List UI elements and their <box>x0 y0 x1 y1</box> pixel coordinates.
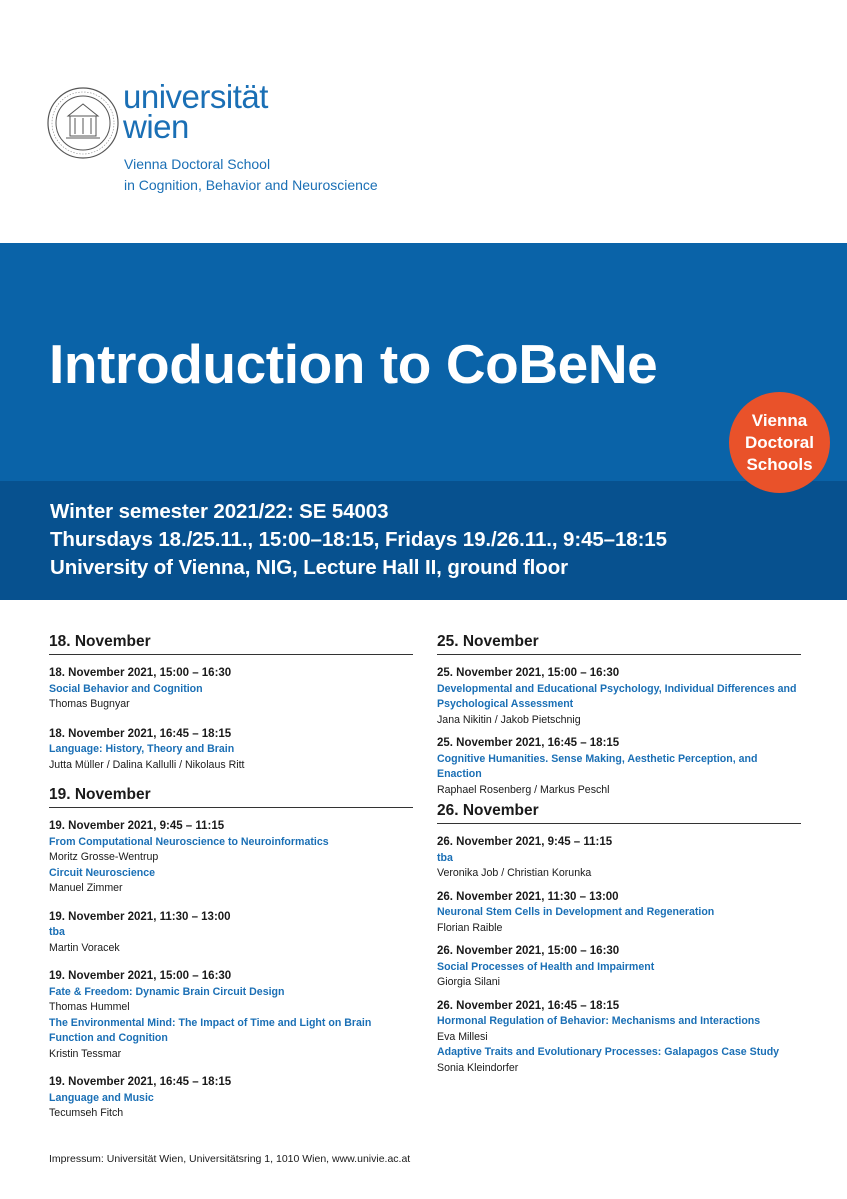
schedule-column-right <box>437 633 801 1089</box>
event-title: tba <box>437 851 453 864</box>
schedule-event <box>49 1075 413 1122</box>
info-semester: Winter semester 2021/22: SE 54003 <box>50 500 389 523</box>
event-title: Social Processes of Health and Impairment <box>437 960 655 973</box>
event-date: 19. November 2021, 15:00 – 16:30 <box>49 970 232 982</box>
event-title: Cognitive Humanities. Sense Making, Aesthetic Perception, and Enaction <box>437 752 758 780</box>
schedule-event <box>437 666 801 728</box>
info-location: University of Vienna, NIG, Lecture Hall II, ground floor <box>50 556 568 579</box>
wordmark-line2: wien <box>123 108 189 145</box>
event-title: Social Behavior and Cognition <box>49 682 203 695</box>
event-date: 26. November 2021, 9:45 – 11:15 <box>437 836 613 848</box>
event-date: 25. November 2021, 16:45 – 18:15 <box>437 737 620 749</box>
schedule-event <box>49 819 413 897</box>
event-date: 19. November 2021, 9:45 – 11:15 <box>49 820 225 832</box>
page-title: Introduction to CoBeNe <box>49 333 658 395</box>
day-heading: 19. November <box>49 786 413 808</box>
event-speaker: Giorgia Silani <box>437 976 501 988</box>
event-title: Hormonal Regulation of Behavior: Mechanisms and Interactions <box>437 1015 761 1027</box>
schedule-event <box>437 890 801 937</box>
event-date: 26. November 2021, 11:30 – 13:00 <box>437 890 619 903</box>
event-speaker: Martin Voracek <box>49 941 120 954</box>
event-title: From Computational Neuroscience to Neuroinformatics <box>49 835 329 848</box>
schedule-event <box>49 969 413 1062</box>
day-heading: 26. November <box>437 802 801 824</box>
event-speaker: Tecumseh Fitch <box>49 1107 124 1119</box>
event-speaker: Florian Raible <box>437 921 503 934</box>
event-title: Language: History, Theory and Brain <box>49 743 235 755</box>
schedule-column-left <box>49 633 413 1135</box>
info-times: Thursdays 18./25.11., 15:00–18:15, Fridays 19./26.11., 9:45–18:15 <box>50 528 667 551</box>
event-speaker: Veronika Job / Christian Korunka <box>437 867 592 879</box>
schedule-event <box>49 910 413 957</box>
event-date: 19. November 2021, 16:45 – 18:15 <box>49 1076 232 1088</box>
event-speaker: Sonia Kleindorfer <box>437 1061 519 1074</box>
event-date: 25. November 2021, 15:00 – 16:30 <box>437 667 620 679</box>
schedule-event <box>437 736 801 798</box>
event-title: Fate & Freedom: Dynamic Brain Circuit Design <box>49 985 285 998</box>
day-heading: 18. November <box>49 633 413 655</box>
badge-line2: Doctoral <box>745 432 814 452</box>
event-title: The Environmental Mind: The Impact of Time and Light on Brain Function and Cognition <box>49 1016 372 1044</box>
event-speaker: Thomas Bugnyar <box>49 698 130 710</box>
event-title: tba <box>49 926 65 938</box>
footer-impressum: Impressum: Universität Wien, Universitätsring 1, 1010 Wien, www.univie.ac.at <box>49 1153 411 1165</box>
event-speaker: Eva Millesi <box>437 1030 488 1043</box>
schedule-event <box>437 999 801 1077</box>
school-name <box>124 154 378 196</box>
university-wordmark <box>123 78 268 145</box>
event-speaker: Kristin Tessmar <box>49 1047 122 1060</box>
badge-line3: Schools <box>746 454 813 474</box>
course-info-band <box>0 481 847 600</box>
event-date: 19. November 2021, 11:30 – 13:00 <box>49 910 231 923</box>
schedule-event <box>49 666 413 713</box>
event-speaker: Jana Nikitin / Jakob Pietschnig <box>437 713 581 726</box>
schedule-event <box>437 944 801 991</box>
university-seal-logo <box>46 86 120 160</box>
school-line2: in Cognition, Behavior and Neuroscience <box>124 177 378 193</box>
vienna-doctoral-schools-badge <box>729 392 830 493</box>
event-speaker: Jutta Müller / Dalina Kallulli / Nikolaus Ritt <box>49 758 245 771</box>
wordmark-line1: universität <box>123 78 268 115</box>
school-line1: Vienna Doctoral School <box>124 156 271 172</box>
event-speaker: Thomas Hummel <box>49 1001 130 1013</box>
event-title: Neuronal Stem Cells in Development and Regeneration <box>437 906 715 918</box>
event-title: Developmental and Educational Psychology, Individual Differences and Psychological Assessment <box>437 682 797 710</box>
event-speaker: Moritz Grosse-Wentrup <box>49 851 159 863</box>
event-title: Circuit Neuroscience <box>49 866 155 879</box>
event-date: 18. November 2021, 15:00 – 16:30 <box>49 667 232 679</box>
event-title: Language and Music <box>49 1091 154 1104</box>
event-date: 26. November 2021, 16:45 – 18:15 <box>437 999 620 1012</box>
badge-line1: Vienna <box>751 410 808 430</box>
page-header <box>0 0 847 243</box>
day-heading: 25. November <box>437 633 801 655</box>
event-speaker: Manuel Zimmer <box>49 882 123 894</box>
event-date: 26. November 2021, 15:00 – 16:30 <box>437 945 620 957</box>
event-speaker: Raphael Rosenberg / Markus Peschl <box>437 783 610 796</box>
schedule-event <box>49 727 413 774</box>
event-date: 18. November 2021, 16:45 – 18:15 <box>49 727 232 740</box>
event-title: Adaptive Traits and Evolutionary Processes: Galapagos Case Study <box>437 1046 780 1058</box>
schedule-event <box>437 835 801 882</box>
